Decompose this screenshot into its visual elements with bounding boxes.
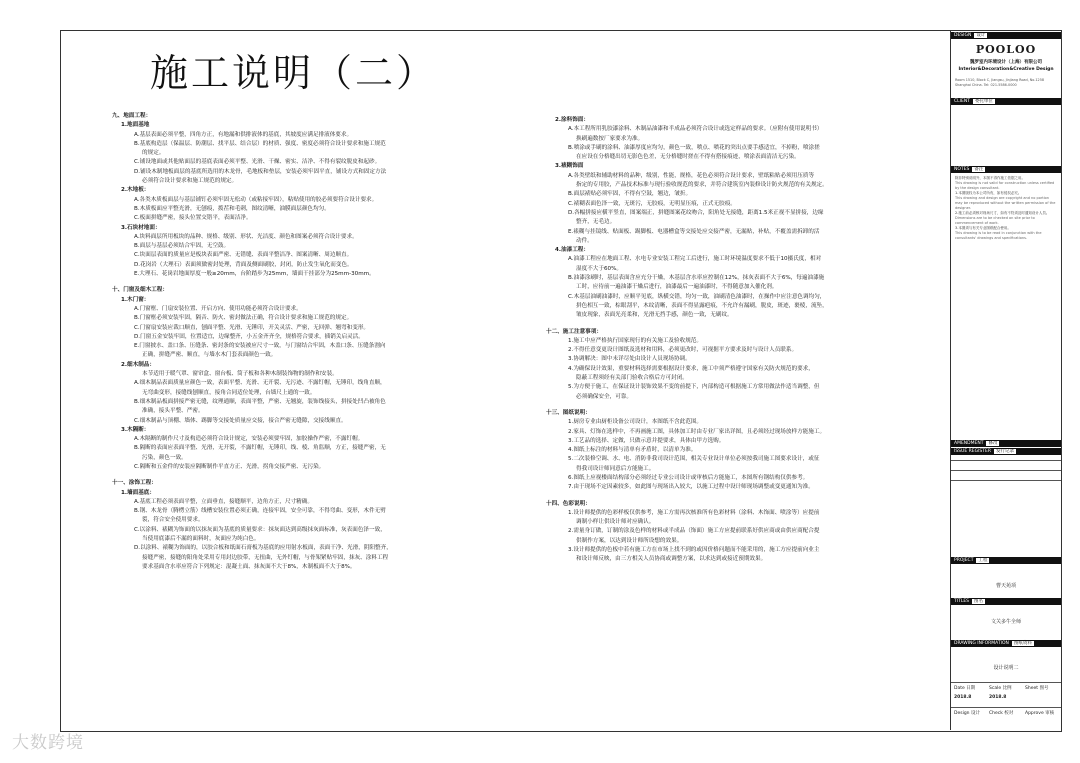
- notes-bar: NOTES 备注: [951, 166, 1061, 173]
- spec-line: 1.地面基地: [121, 122, 150, 129]
- spec-line: A.本工程所用乳胶漆涂料、木制品油漆和半成品必须符合设计或选定样品的要求。（应附有使用说明书）: [568, 126, 823, 133]
- spec-line: C.铺设地面或其他贴面层的基底表面必须平整、光滑、干燥、密实、洁净、不得有裂纹脱皮和起砂。: [134, 159, 381, 166]
- spec-line: 1.木门窗：: [121, 296, 150, 303]
- spec-line: 接缝严密，接缝的阳角处采用专用封边胶带，无扭曲，无外钉帽，与骨架紧贴牢固，抹灰、涂料工程: [142, 554, 389, 561]
- spec-line: 正确，拼缝严密、顺直，与墙水木门套表面颜色一致。: [142, 352, 277, 359]
- spec-line: 拼色相互一致，棕眼刮平，木纹清晰，表面不得显露疤痕，不允许有漏刷，脱皮，斑迹，裹棱，流坠，: [576, 302, 828, 309]
- spec-line: C.块面层表面的质量应是板块表面严密、无错缝、表面平整洁净、图案清晰、周边顺直。: [134, 252, 353, 259]
- project-value: 曹天苑项: [995, 583, 1016, 589]
- scale-label: Scale 比例: [989, 686, 1012, 691]
- spec-line: 3.裱糊饰面: [555, 163, 584, 170]
- spec-line: 得我司设计师同意后方能施工。: [576, 465, 655, 472]
- spec-line: D.以涂料、裱糊为饰面的，以胶合板和纸面石膏板为基底的应用射水板面，表面干净、光滑，阴阳整齐，: [134, 545, 392, 552]
- spec-line: B.面层裱贴必须牢固，不得有空鼓，翘边，皱折。: [568, 191, 692, 198]
- company-name-en: Interior&Decoration&Creative Design: [958, 67, 1054, 72]
- company-name-cn: 魏罗室内环境设计（上海）有限公司: [970, 60, 1042, 65]
- spec-line: B.基底构造层（保温层、防潮层、找平层、结合层）的材质、强度、密度必须符合设计要求和施工规范: [134, 140, 386, 147]
- spec-line: 1.施工中应严格执行国家现行的有关施工及验收规范。: [568, 337, 702, 344]
- title-block: [950, 30, 1061, 730]
- spec-line: E.裱糊与挂镜线、贴面板、踢脚板、电器槽盒等交接处应交接严密，无漏贴，补贴，不覆盖需拆卸的活: [568, 228, 820, 235]
- spec-line: 1.设计师提供的色彩样板仅供参考，施工方需再次核准所有色彩材料（涂料、木饰面、喷涂等）应提前: [568, 509, 820, 516]
- spec-line: A.各类木质板面层与基层铺钉必须牢固无松动（或粘接牢固），粘贴使用的胶必须要符合设计要求。: [134, 196, 378, 203]
- left-text-column: [112, 112, 512, 572]
- drawing-value: 设计说明二: [993, 665, 1019, 671]
- spec-line: 3.设计师提供的色板中若有施工方在市场上找不到的或因价格问题而不能采用的，施工方应提前向业主: [568, 547, 820, 554]
- spec-line: 3.协调解决：图中未详尽处由设计人员现场协调。: [568, 356, 691, 363]
- spec-line: D.铺设木制地板面层的基底所选用的木龙骨，毛地板和垫层，安装必须牢固平直，铺设方式和固定方法: [134, 168, 387, 175]
- spec-line: D.门窗五金安装牢固，位置适宜，边缘整齐，小五金齐齐全，规格符合要求，插销关启灵活。: [134, 333, 364, 340]
- spec-line: 九、地面工程：: [112, 113, 152, 119]
- spec-line: D.各幅拼接应横平竖直，图案端正，拼缝图案花纹吻合，阳角处无接缝，距离1.5米正视不显拼接，边缘: [568, 209, 824, 216]
- spec-line: 3.木隔断：: [121, 426, 150, 433]
- spec-line: 调制小样让供设计师对应确认。: [576, 519, 655, 526]
- drawing-info-bar: DRAWING INFORMATION 图纸资料: [951, 640, 1061, 647]
- spec-line: 要求基面含水率应符合下列规定：混凝土面、抹灰面不大于8%，木制板面不大于8%。: [142, 563, 356, 570]
- spec-line: A.各类壁纸和辅助材料的品种，级别，性能，规格，花色必须符合设计要求，壁纸粘贴必须用压质等: [568, 172, 815, 179]
- spec-line: A.木隔断的制作尺寸及构造必须符合设计规定，安装必须要牢固，加胶操作严密，不露钉帽。: [134, 436, 364, 443]
- spec-line: A.块料面层所用板块的品种、规格、级别、形状、光洁度、颜色和图案必须符合设计要求。: [134, 233, 358, 240]
- spec-line: 整齐，无毛边。: [576, 219, 616, 226]
- spec-line: A.油漆工程应在地面工程、水电专业安装工程完工后进行，施工时环境温度要求不低于10摄氏度，相对: [568, 256, 822, 263]
- spec-line: E.大理石、花岗岩地面厚度一般≥20mm，台阶踏步为25mm，墙面干挂部分为25mm-30mm。: [134, 271, 375, 278]
- spec-line: 指定的专用胶，产品技术标准与现行验收规范的要求，并符合建筑室内装修设计防火规范的有关规定。: [576, 182, 828, 189]
- scale-value: 2018.8: [989, 695, 1007, 700]
- spec-line: 1.墙面基底：: [121, 489, 155, 496]
- notes-text: 除非特别说明外，本图不得作施工依据之用。 This drawing is not valid for construction unless certified by the design consultant. 1.本图版权为本公司所有，如有侵权必究。 This drawing and design are copyright and no portion may be reproduced without the written permission of the designer. 2.施工前必须核对现场尺寸，如有不符须及时通知设计人员。 Dimensions are to be checked on site prior to commencement of work. 3.本图须与有关专业图纸配合使用。 This drawing is to be read in conjunction with the consultants' drawings and specifications.: [955, 176, 1056, 240]
- spec-line: 十三、图纸说明：: [546, 409, 591, 416]
- spec-line: 4.油漆工程：: [555, 247, 589, 254]
- approve-by: Approve 审核: [1025, 711, 1055, 716]
- spec-line: C.门窗扇安装应裁口顺直，刨面平整、光滑、无锤印，开关灵活、严密，无回弹、翘弯和变形。: [134, 324, 370, 331]
- right-text-column: [546, 116, 931, 565]
- spec-line: 供制作方案，以达到设计师所设想的效果。: [576, 537, 683, 544]
- company-address: Room 1510, Block C, Jiangsu, Jinjiang Road, No.1258 Shanghai China. Tel: 021-5586-0000: [955, 78, 1045, 87]
- spec-line: 无弯曲变形，接缝线刨顺直，接角合同适位处理，台墙尺上通的一致。: [142, 389, 316, 396]
- spec-line: 污染，颜色一致。: [142, 454, 187, 461]
- spec-line: 在应设在分格缝出切无影色色差，无分格缝时搓在不得有搭接痕迹，喷涂表面清洁无污染。: [576, 154, 800, 161]
- spec-line: 十二、施工注意事项：: [546, 328, 602, 335]
- design-by: Design 设计: [954, 711, 980, 716]
- spec-line: 动件。: [576, 237, 593, 244]
- spec-line: 2.涂料饰面：: [555, 117, 589, 123]
- spec-line: A.门窗框、门扇安装位置、开启方向、使用功能必须符合设计要求。: [134, 305, 302, 312]
- spec-line: 4.图纸上标注的材料与清单有矛盾时，以清单为准。: [568, 447, 697, 454]
- page-title: 施工说明（二）: [150, 51, 438, 95]
- spec-line: A.基底工程必须表面平整，立面垂直，接缝顺平，边角方正，尺寸精确。: [134, 498, 313, 505]
- spec-line: 准确，接头平整、严密。: [142, 408, 204, 415]
- titles-value: 文关多牛全师: [990, 619, 1021, 625]
- spec-line: D.花岗岩（大理石）表面须做密封处理，背面及侧面刷胶，封闭，防止发生氧化而变色。: [134, 261, 353, 268]
- spec-line: B.面层与基层必须结合牢固，无空鼓。: [134, 243, 230, 250]
- spec-line: C.木基层油刷油漆时，应顺平见底，纵横交错，均匀一致，油刷清色油漆时，在操作中应注意色调均匀，: [568, 293, 826, 300]
- sheet-label: Sheet 图号: [1025, 686, 1049, 691]
- spec-line: 7.由于现场不定因素较多，如此图与现场出入较大，以施工过程中设计师现场调整或变更通知为准。: [568, 484, 814, 491]
- check-by: Check 校对: [989, 711, 1014, 716]
- issue-register-bar: ISSUE REGISTER 发行记录: [951, 448, 1061, 455]
- spec-line: 裂，符合安全使用要求。: [142, 517, 204, 524]
- spec-line: B.油漆涂刷时，基层表面含应充分干燥，木基层含水率应控制在12%，抹灰表面不大于6%，每遍油漆施: [568, 275, 825, 282]
- spec-line: 2.木地板：: [121, 187, 150, 194]
- spec-line: 2.家具、灯饰在选样中，不再画施工图，具体加工时由专业厂家出详图，且必须经过现场放样方能施工。: [568, 428, 826, 435]
- spec-line: C.裱糊表面色泽一致，无斑污，无胶痕，无明显压痕，正式无胶痕。: [568, 200, 736, 207]
- spec-line: 换刷遍数按厂家要求为准。: [576, 135, 644, 142]
- watermark-text: 大数跨境: [12, 733, 84, 753]
- spec-line: 2.需量身订做，订制的涂及色样的材料或半成品（饰面）施工方应提前联系好供应商或由供应商配合提: [568, 528, 820, 535]
- client-bar: CLIENT 委托单位: [951, 98, 1061, 105]
- spec-line: 十四、色彩说明：: [546, 500, 591, 507]
- spec-line: A.基层表面必须平整，四角方正，有地漏和供排液体的基底，其坡度应满足排液体要求。: [134, 131, 353, 138]
- spec-line: B.喷涂或手刷的涂料、油漆厚度应均匀，颜色一致，喷点、喷花的突出点要手感适宜，不掉粉，喷涂搓: [568, 144, 820, 151]
- spec-line: 5.二次装修空调、水、电、消防非我司设计范围，相关专业设计单位必须按我司施工图要求设计，或征: [568, 456, 820, 463]
- spec-line: 3.石块材地面：: [121, 224, 161, 231]
- spec-line: B.钢、木龙骨（腾楞立筋）线槽安装位置必须正确，连接牢固，安全可靠，不得弯曲、变形，木件无劈: [134, 508, 386, 515]
- spec-line: 4.为确保设计效果，重要材料选择需要根据设计要求，施工中须严格遵守国家有关防火规范的要求，: [568, 365, 814, 372]
- spec-line: A.细木制品表面质量应颜色一致，表面平整、光滑、无开裂、无污迹、不露钉帽，无锤印，线角直顺，: [134, 380, 386, 387]
- spec-line: 2.不得任意变更设计图纸及选材和用料，必须更改时，可视据平方要求及时与设计人员联系。: [568, 347, 798, 354]
- spec-line: 当使用底漆后不漏的面料时，灰面应为纯白色。: [142, 536, 260, 543]
- spec-line: E.门窗披水、盖口条、压缝条、密封条的安装被应尺寸一致，与门窗结合牢固，木盖口条、压缝条割向: [134, 343, 386, 350]
- spec-line: B.细木制品板面拼接严密无缝，纹理通顺，表面平整，严密、无翘旋，装饰线接头，拼接处凹凸被角色: [134, 398, 386, 405]
- spec-line: 必须确保安全，可靠。: [576, 393, 632, 400]
- spec-line: B.门窗框必须安装牢固，隔音、防火、密封做法正确，符合设计要求和施工规范的规定。: [134, 315, 353, 322]
- amendment-bar: AMENDMENT 修改: [951, 440, 1061, 447]
- spec-line: C.以涂料、裱糊为饰面的以抹灰面为基底的质量要求：抹灰面达到高级抹灰面标准，灰表面色泽一致，: [134, 526, 386, 533]
- spec-line: 十一、涂饰工程：: [112, 480, 157, 487]
- spec-line: 隐蔽工程须经有关部门验收合格后方可封闭。: [576, 375, 688, 382]
- project-bar: PROJECT 工程: [951, 557, 1061, 564]
- spec-line: 本节适用于暖气罩、窗帘盒、窗台板、筒子板和各种木制装饰物的制作和安装。: [142, 371, 338, 378]
- date-label: Date 日期: [954, 686, 976, 691]
- spec-line: 和设计师反映，由三方相关人员协商或调整方案，以求达到或接近预期效果。: [576, 556, 767, 563]
- spec-line: 6.图纸上应视楼面结构部分必须经过专业公司设计或审核后方能施工，本图所有钢结构仅供参考。: [568, 474, 809, 481]
- spec-line: 1.厨房专业由厨柜设备公司设计，本图纸不含此范围。: [568, 419, 702, 426]
- company-logo: POOLOO: [975, 43, 1037, 56]
- spec-line: 5.为方便于施工，在保证设计装饰效果不变的前提下，内部构造可根据施工方常用做法作适当调整，但: [568, 384, 820, 391]
- spec-line: 必须符合设计要求和施工规范的规定。: [142, 178, 238, 185]
- spec-line: C.板面拼缝严密，接头位置交错平，表面洁净。: [134, 215, 252, 222]
- date-value: 2018.8: [954, 695, 972, 700]
- spec-line: 的规定。: [142, 150, 165, 157]
- spec-line: 十、门窗及细木工程：: [112, 287, 168, 294]
- spec-line: C.细木制品与顶棚、墙体、踢脚等交接处质量应交接，接合严密无缝隙，交接线顺直。: [134, 417, 347, 424]
- spec-line: 2.细木制品：: [121, 361, 155, 368]
- spec-line: 湿度不大于60%。: [576, 265, 622, 272]
- spec-line: 3.工艺品的选择、定做，只做示意并提要求，具体由甲方选购。: [568, 437, 725, 444]
- design-bar: DESIGN 设计: [951, 32, 1061, 39]
- spec-line: 皱皮现象，表面光亮柔和，光滑无挡手感，颜色一致，无刷纹。: [576, 312, 733, 319]
- titles-bar: TITLES 图名: [951, 598, 1061, 605]
- spec-line: 工时，应待前一遍油漆干燥后进行，油漆最后一遍油漆时，不得随意加入催化剂。: [576, 284, 778, 291]
- spec-line: C.隔断和五金件的安装应隔断制作平直方正、光滑，拐角交接严密、无污染。: [134, 463, 325, 470]
- spec-line: B.木质板面应平整光滑，无刨痕，拨茬和毛刺，图纹清晰，油膜面层颜色均匀。: [134, 205, 330, 212]
- spec-line: B.隔断的表面应表面平整、光滑，无开裂，不露钉帽，无锤印，线、棱、角监顺，方正，接缝严密，无: [134, 445, 386, 452]
